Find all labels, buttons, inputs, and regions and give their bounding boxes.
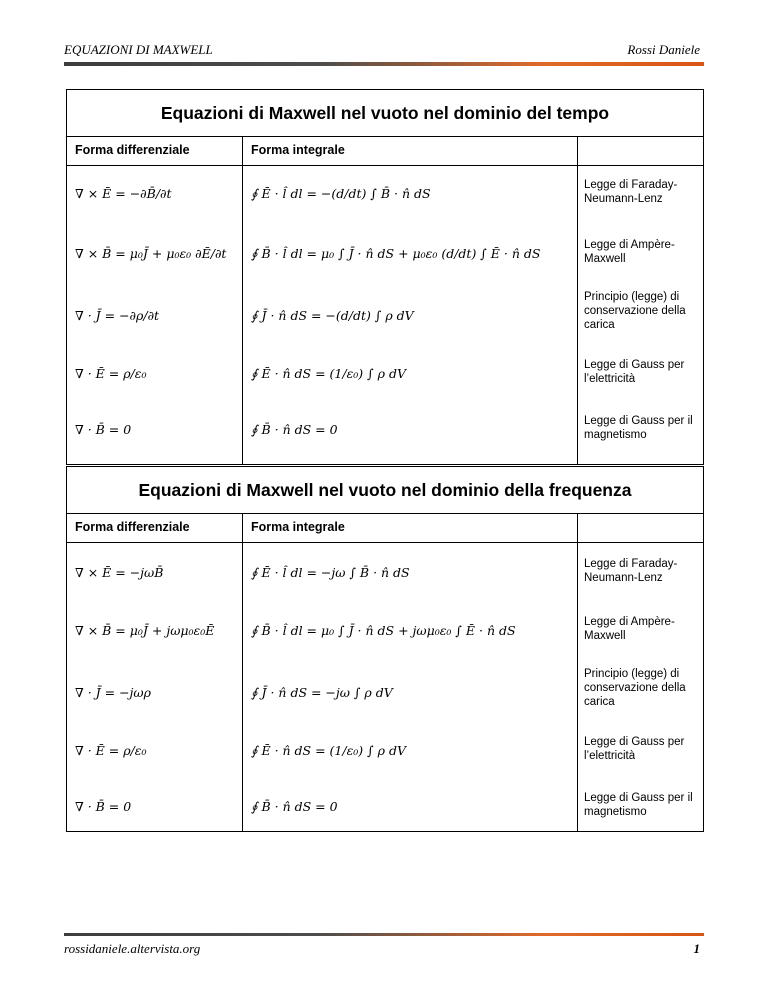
table-row (67, 783, 703, 835)
law-name: Legge di Gauss per l’elettricità (584, 359, 685, 385)
header-title: EQUAZIONI DI MAXWELL (64, 42, 213, 57)
formula-integral: ∮ Ē · l̂ dl = −jω ∫ B̄ · n̂ dS (251, 565, 410, 580)
table-row (67, 663, 703, 723)
table-row (67, 543, 703, 603)
table-title: Equazioni di Maxwell nel vuoto nel dominio del tempo (67, 90, 703, 137)
formula-differential: ∇ · Ē = ρ/ε₀ (75, 743, 147, 758)
column-header-integral: Forma integrale (251, 143, 345, 157)
table-title: Equazioni di Maxwell nel vuoto nel dominio della frequenza (67, 467, 703, 514)
table-row (67, 166, 703, 226)
header-rule (64, 62, 704, 66)
law-name: Legge di Ampère-Maxwell (584, 239, 675, 265)
formula-integral: ∮ J̄ · n̂ dS = −(d/dt) ∫ ρ dV (251, 308, 414, 323)
formula-differential: ∇ · J̄ = −∂ρ/∂t (75, 308, 160, 323)
formula-differential: ∇ · B̄ = 0 (75, 422, 132, 437)
table-row (67, 406, 703, 458)
header-author: Rossi Daniele (627, 42, 700, 57)
table-row (67, 346, 703, 406)
formula-differential: ∇ · J̄ = −jωρ (75, 685, 151, 700)
formula-integral: ∮ B̄ · l̂ dl = μ₀ ∫ J̄ · n̂ dS + jωμ₀ε₀ ∫ Ē · n̂ dS (251, 623, 516, 638)
column-header-differential: Forma differenziale (75, 143, 190, 157)
law-name: Legge di Ampère-Maxwell (584, 616, 675, 642)
footer-website-link[interactable]: rossidaniele.altervista.org (64, 941, 201, 956)
formula-differential: ∇ × B̄ = μ₀J̄ + jωμ₀ε₀Ē (75, 623, 215, 638)
column-header-integral: Forma integrale (251, 520, 345, 534)
formula-integral: ∮ Ē · l̂ dl = −(d/dt) ∫ B̄ · n̂ dS (251, 186, 431, 201)
formula-differential: ∇ × Ē = −jωB̄ (75, 565, 164, 580)
law-name: Principio (legge) di conservazione della carica (584, 291, 686, 331)
formula-integral: ∮ B̄ · n̂ dS = 0 (251, 799, 338, 814)
formula-integral: ∮ B̄ · l̂ dl = μ₀ ∫ J̄ · n̂ dS + μ₀ε₀ (d/dt) ∫ Ē · n̂ dS (251, 246, 541, 261)
law-name: Legge di Gauss per il magnetismo (584, 792, 693, 818)
law-name: Legge di Faraday-Neumann-Lenz (584, 179, 678, 205)
formula-differential: ∇ × Ē = −∂B̄/∂t (75, 186, 172, 201)
column-header-differential: Forma differenziale (75, 520, 190, 534)
law-name: Legge di Faraday-Neumann-Lenz (584, 558, 678, 584)
table-time-domain (66, 89, 704, 465)
law-name: Principio (legge) di conservazione della carica (584, 668, 686, 708)
law-name: Legge di Gauss per il magnetismo (584, 415, 693, 441)
formula-differential: ∇ · Ē = ρ/ε₀ (75, 366, 147, 381)
formula-integral: ∮ B̄ · n̂ dS = 0 (251, 422, 338, 437)
formula-integral: ∮ J̄ · n̂ dS = −jω ∫ ρ dV (251, 685, 393, 700)
formula-differential: ∇ × B̄ = μ₀J̄ + μ₀ε₀ ∂Ē/∂t (75, 246, 227, 261)
table-header-row (67, 137, 703, 166)
formula-integral: ∮ Ē · n̂ dS = (1/ε₀) ∫ ρ dV (251, 743, 406, 758)
page-number: 1 (693, 941, 700, 956)
table-frequency-domain (66, 466, 704, 832)
table-header-row (67, 514, 703, 543)
table-row (67, 723, 703, 783)
table-row (67, 226, 703, 286)
table-row (67, 603, 703, 663)
formula-integral: ∮ Ē · n̂ dS = (1/ε₀) ∫ ρ dV (251, 366, 406, 381)
footer-rule (64, 933, 704, 936)
law-name: Legge di Gauss per l’elettricità (584, 736, 685, 762)
formula-differential: ∇ · B̄ = 0 (75, 799, 132, 814)
table-row (67, 286, 703, 346)
